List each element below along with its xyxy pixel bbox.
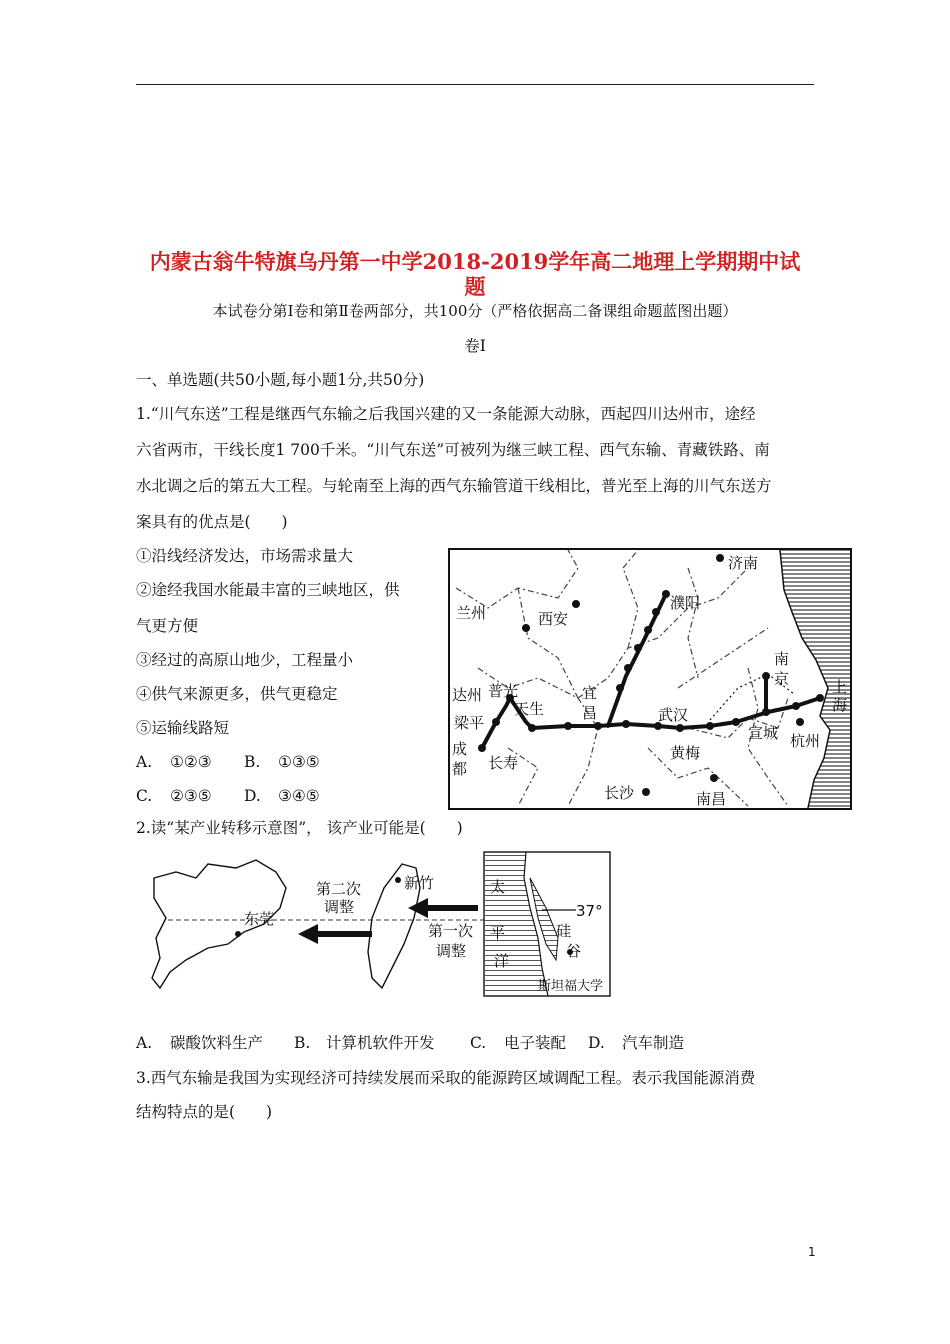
q1-item-4: ④供气来源更多，供气更稳定	[136, 685, 338, 703]
q1-item-2: ②途经我国水能最丰富的三峡地区，供	[136, 581, 400, 599]
q1-stem-line3: 水北调之后的第五大工程。与轮南至上海的西气东输管道干线相比，普光至上海的川气东送方	[136, 477, 772, 495]
label-nanchang: 南昌	[696, 790, 727, 808]
q1-item-3: ③经过的高原山地少，工程量小	[136, 651, 354, 669]
label-ping: 平	[490, 924, 506, 942]
q2-option-a-key[interactable]: A.	[136, 1034, 153, 1052]
label-puyang: 濮阳	[670, 594, 701, 612]
q3-stem-line1: 3.西气东输是我国为实现经济可持续发展而采取的能源跨区域调配工程。表示我国能源消费	[136, 1069, 756, 1087]
q1-item-5: ⑤运输线路短	[136, 719, 230, 737]
q1-option-d-value: ③④⑤	[278, 787, 320, 805]
dongguan-dot	[235, 931, 241, 937]
q2-stem: 2.读“某产业转移示意图”， 该产业可能是( )	[136, 819, 463, 837]
label-yang: 洋	[494, 952, 510, 970]
label-changsha: 长沙	[604, 784, 635, 802]
q1-option-b-key[interactable]: B.	[244, 753, 261, 771]
label-yi: 宜	[582, 684, 598, 702]
q1-option-a-value: ①②③	[170, 753, 212, 771]
label-shang: 上	[832, 678, 848, 696]
industry-transfer-diagram	[146, 848, 616, 1000]
label-dongguan: 东莞	[244, 910, 275, 928]
q2-option-c-value: 电子装配	[504, 1034, 567, 1052]
label-lat: 37°	[576, 902, 603, 920]
label-changshou: 长寿	[488, 754, 519, 772]
label-nan: 南	[774, 650, 790, 668]
label-hangzhou: 杭州	[790, 732, 821, 750]
label-dazhou: 达州	[452, 686, 483, 704]
q1-item-1: ①沿线经济发达，市场需求量大	[136, 547, 354, 565]
document-title-line1: 内蒙古翁牛特旗乌丹第一中学2018-2019学年高二地理上学期期中试	[149, 249, 801, 274]
label-xinzhu: 新竹	[404, 874, 435, 892]
document-title-line2: 题	[464, 274, 486, 299]
label-second-adjust-1: 第二次	[316, 880, 362, 898]
label-chang-city: 昌	[582, 704, 598, 722]
label-gui: 硅	[556, 922, 572, 940]
q2-option-d-value: 汽车制造	[622, 1034, 685, 1052]
q1-stem-line1: 1.“川气东送”工程是继西气东输之后我国兴建的又一条能源大动脉，西起四川达州市，途经	[136, 405, 756, 423]
label-xuancheng: 宣城	[748, 724, 779, 742]
label-cheng: 成	[452, 740, 468, 758]
q1-stem-line4: 案具有的优点是( )	[136, 513, 288, 531]
label-du: 都	[452, 760, 468, 778]
q1-option-b-value: ①③⑤	[278, 753, 320, 771]
q2-option-c-key[interactable]: C.	[470, 1034, 487, 1052]
label-wuhan: 武汉	[658, 706, 689, 724]
label-lanzhou: 兰州	[456, 604, 487, 622]
q1-stem-line2: 六省两市，干线长度1 700千米。“川气东送”可被列为继三峡工程、西气东输、青藏铁路、南	[136, 441, 770, 459]
xinzhu-dot	[395, 877, 401, 883]
header-rule	[136, 84, 814, 85]
label-stanford: 斯坦福大学	[538, 979, 604, 994]
label-tiansheng: 天生	[514, 700, 545, 718]
document-subtitle: 本试卷分第Ⅰ卷和第Ⅱ卷两部分，共100分（严格依据高二备课组命题蓝图出题）	[212, 302, 738, 320]
q2-option-b-value: 计算机软件开发	[326, 1034, 435, 1052]
label-jinan: 济南	[728, 554, 759, 572]
label-xian: 西安	[538, 610, 569, 628]
page-number: 1	[808, 1245, 816, 1259]
q1-option-a-key[interactable]: A.	[136, 753, 153, 771]
q2-option-d-key[interactable]: D.	[588, 1034, 605, 1052]
label-hai: 海	[832, 696, 848, 714]
label-liangping: 梁平	[454, 714, 485, 732]
section-heading: 一、单选题(共50小题,每小题1分,共50分)	[136, 371, 425, 389]
q1-option-c-key[interactable]: C.	[136, 787, 153, 805]
label-first-adjust-1: 第一次	[428, 922, 474, 940]
pipeline-map	[448, 548, 852, 810]
label-jing: 京	[774, 670, 790, 688]
q1-item-2-cont: 气更方便	[136, 617, 199, 635]
q1-option-d-key[interactable]: D.	[244, 787, 261, 805]
label-first-adjust-2: 调整	[436, 942, 467, 960]
label-tai: 太	[490, 878, 506, 896]
label-puguang: 普光	[488, 682, 519, 700]
q2-option-a-value: 碳酸饮料生产	[170, 1034, 264, 1052]
volume-heading: 卷Ⅰ	[464, 337, 486, 355]
q1-option-c-value: ②③⑤	[170, 787, 212, 805]
q3-stem-line2: 结构特点的是( )	[136, 1103, 273, 1121]
label-second-adjust-2: 调整	[324, 898, 355, 916]
q2-option-b-key[interactable]: B.	[294, 1034, 311, 1052]
label-gu: 谷	[566, 942, 582, 960]
label-huangmei: 黄梅	[670, 744, 701, 762]
